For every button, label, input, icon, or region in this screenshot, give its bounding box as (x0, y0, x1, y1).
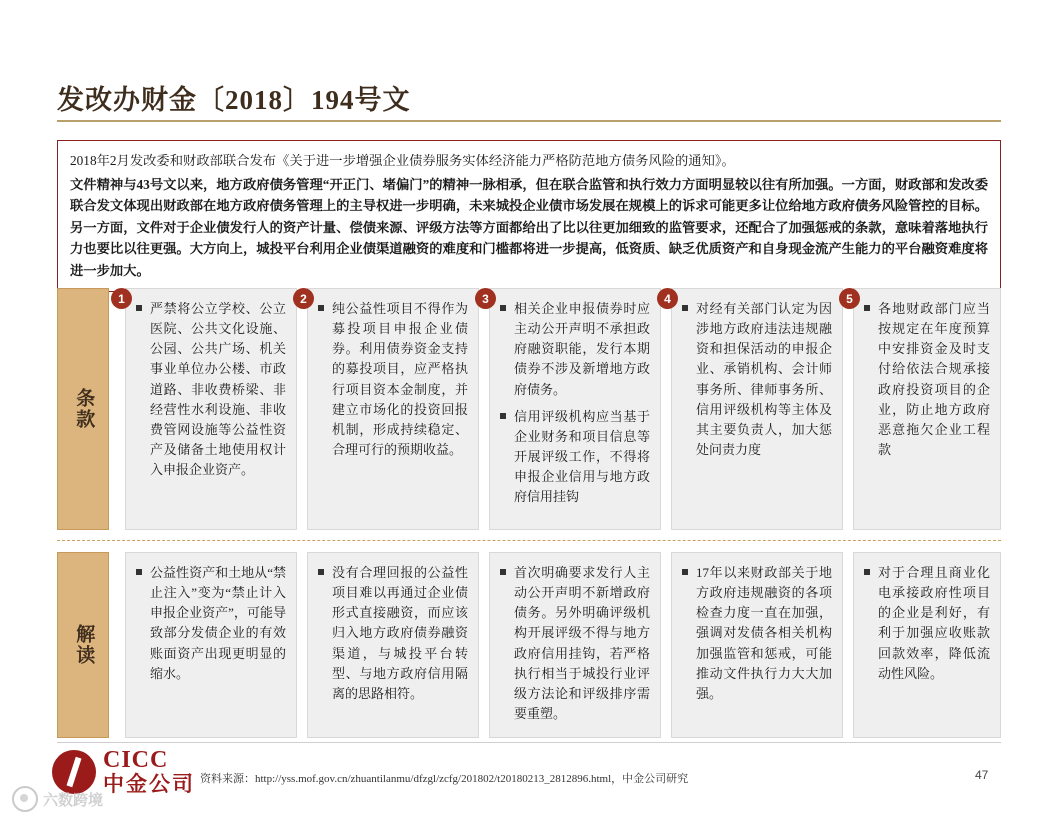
summary-line-2: 文件精神与43号文以来，地方政府债务管理“开正门、堵偏门”的精神一脉相承，但在联合监管和执行效力方面明显较以往有所加强。一方面，财政部和发改委联合发文体现出财政部在地方政府债务管理上的主导权进一步明确，未来城投企业债市场发展在规模上的诉求可能更多让位给地方政府债务风险管控的目标。另一方面，文件对于企业债发行人的资产计量、偿债来源、评级方法等方面都给出了比以往更加细致的监管要求，还配合了加强惩戒的条款，意味着落地执行力也要比以往更强。大方向上，城投平台利用企业债渠道融资的难度和门槛都将进一步提高，低资质、缺乏优质资产和自身现金流产生能力的平台融资难度将进一步加大。 (70, 176, 988, 278)
watermark-icon (12, 786, 38, 812)
source-note: 资料来源：http://yss.mof.gov.cn/zhuantilanmu/dfzgl/zcfg/201802/t20180213_2812896.html，中金公司研究 (200, 773, 689, 785)
bullet: 纯公益性项目不得作为募投项目申报企业债券。利用债券资金支持的募投项目，应严格执行项目资本金制度，并建立市场化的投资回报机制，形成持续稳定、合理可行的预期收益。 (318, 299, 468, 460)
interpretation-card-3 (489, 552, 661, 738)
interpretation-card-1 (125, 552, 297, 738)
row-label-terms (57, 288, 109, 530)
section-divider (57, 540, 1001, 541)
bullet: 对于合理且商业化电承接政府性项目的企业是利好，有利于加强应收账款回款效率，降低流动性风险。 (864, 563, 990, 684)
bullet: 对经有关部门认定为因涉地方政府违法违规融资和担保活动的申报企业、承销机构、会计师事务所、律师事务所、信用评级机构等主体及其主要负责人，加大惩处问责力度 (682, 299, 832, 460)
bullet: 没有合理回报的公益性项目难以再通过企业债形式直接融资，而应该归入地方政府债券融资渠道，与城投平台转型、与地方政府信用隔离的思路相符。 (318, 563, 468, 704)
terms-card-5 (853, 288, 1001, 530)
badge-5: 5 (839, 288, 860, 309)
badge-2: 2 (293, 288, 314, 309)
terms-card-4 (671, 288, 843, 530)
row-label-terms-text: 条款 (73, 388, 95, 430)
bullet: 信用评级机构应当基于企业财务和项目信息等开展评级工作，不得将申报企业信用与地方政府信用挂钩 (500, 407, 650, 508)
title-divider (57, 120, 1001, 122)
bullet: 首次明确要求发行人主动公开声明不新增政府债务。另外明确评级机构开展评级不得与地方政府信用挂钩，若严格执行相当于城投行业评级方法论和评级排序需要重塑。 (500, 563, 650, 724)
badge-4: 4 (657, 288, 678, 309)
watermark-text: 六数跨境 (43, 792, 104, 809)
bullet: 17年以来财政部关于地方政府违规融资的各项检查力度一直在加强，强调对发债各相关机构加强监管和惩戒，可能推动文件执行力大大加强。 (682, 563, 832, 704)
badge-3: 3 (475, 288, 496, 309)
interpretation-card-5 (853, 552, 1001, 738)
cicc-logo-cn: 中金公司 (103, 772, 195, 796)
summary-line-1: 2018年2月发改委和财政部联合发布《关于进一步增强企业债券服务实体经济能力严格防范地方债务风险的通知》。 (70, 153, 735, 168)
cicc-logo-en: CICC (103, 747, 169, 773)
interpretation-card-4 (671, 552, 843, 738)
cicc-logo-text (103, 748, 195, 795)
terms-card-1 (125, 288, 297, 530)
bullet: 公益性资产和土地从“禁止注入”变为“禁止计入申报企业资产”，可能导致部分发债企业的有效账面资产出现更明显的缩水。 (136, 563, 286, 684)
page-title: 发改办财金〔2018〕194号文 (57, 85, 411, 115)
bullet: 各地财政部门应当按规定在年度预算中安排资金及时支付给依法合规承接政府投资项目的企业，防止地方政府恶意拖欠企业工程款 (864, 299, 990, 460)
bullet: 相关企业申报债券时应主动公开声明不承担政府融资职能，发行本期债券不涉及新增地方政府债务。 (500, 299, 650, 400)
terms-card-2 (307, 288, 479, 530)
footer-divider (57, 742, 1001, 743)
bullet: 严禁将公立学校、公立医院、公共文化设施、公园、公共广场、机关事业单位办公楼、市政道路、非收费桥梁、非经营性水利设施、非收费管网设施等公益性资产及储备土地使用权计入申报企业资产。 (136, 299, 286, 480)
terms-card-3 (489, 288, 661, 530)
row-label-interpretation (57, 552, 109, 738)
row-label-interpretation-text: 解读 (73, 624, 95, 666)
interpretation-card-2 (307, 552, 479, 738)
page-number: 47 (975, 768, 989, 782)
watermark (12, 786, 103, 812)
summary-box (57, 140, 1001, 292)
badge-1: 1 (111, 288, 132, 309)
